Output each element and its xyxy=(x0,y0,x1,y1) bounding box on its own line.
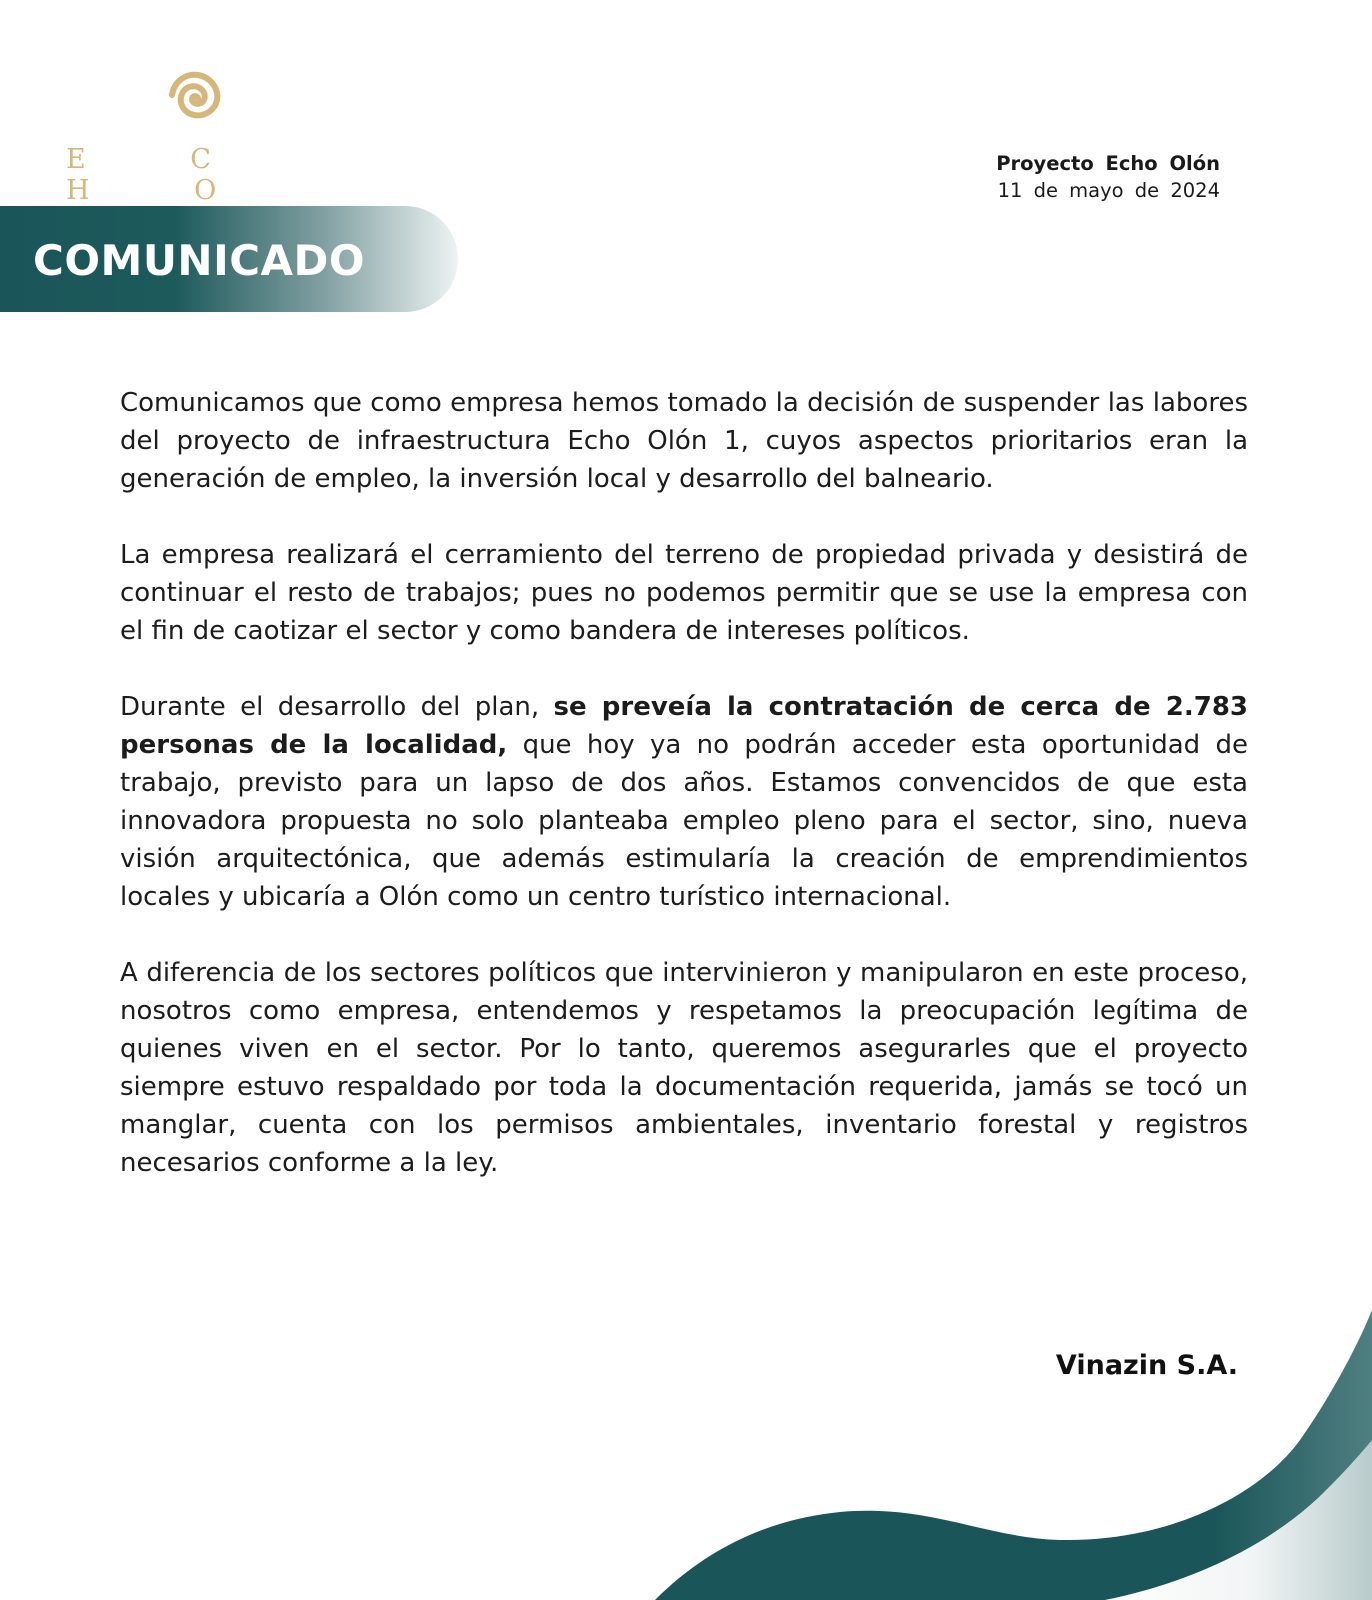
paragraph-1: Comunicamos que como empresa hemos tomado la decisión de suspender las labores del proyecto de infraestructura Echo Olón 1, cuyos aspectos prioritarios eran la generación de empleo, la inversión local y desarrollo del balneario. xyxy=(120,388,1248,494)
paragraph-3-rest: que hoy ya no podrán acceder esta oportunidad de trabajo, previsto para un lapso de dos años. Estamos convencidos de que esta innovadora propuesta no solo planteaba empleo pleno para el sector, sino, nueva visión arquitectónica, que además estimularía la creación de emprendimientos locales y ubicaría a Olón como un centro turístico internacional. xyxy=(120,730,1248,912)
paragraph-3-highlight: se preveía la contratación de cerca de 2.783 personas de la localidad, xyxy=(120,692,1248,760)
signature: Vinazin S.A. xyxy=(1055,1350,1238,1381)
page-title: COMUNICADO xyxy=(33,236,366,285)
paragraph-3-lead: Durante el desarrollo del plan, xyxy=(120,692,554,722)
document-date: 11 de mayo de 2024 xyxy=(997,179,1220,202)
paragraph-2: La empresa realizará el cerramiento del terreno de propiedad privada y desistirá de continuar el resto de trabajos; pues no podemos permitir que se use la empresa con el fin de caotizar el sector y como bandera de intereses políticos. xyxy=(120,540,1248,646)
paragraph-4: A diferencia de los sectores políticos que intervinieron y manipularon en este proceso, nosotros como empresa, entendemos y respetamos la preocupación legítima de quienes viven en el sector. Por lo tanto, queremos asegurarles que el proyecto siempre estuvo respaldado por toda la documentación requerida, jamás se tocó un manglar, cuenta con los permisos ambientales, inventario forestal y registros necesarios conforme a la ley. xyxy=(120,958,1248,1178)
project-name: Proyecto Echo Olón xyxy=(996,152,1220,175)
brand-wordmark: E C H O xyxy=(66,144,265,206)
